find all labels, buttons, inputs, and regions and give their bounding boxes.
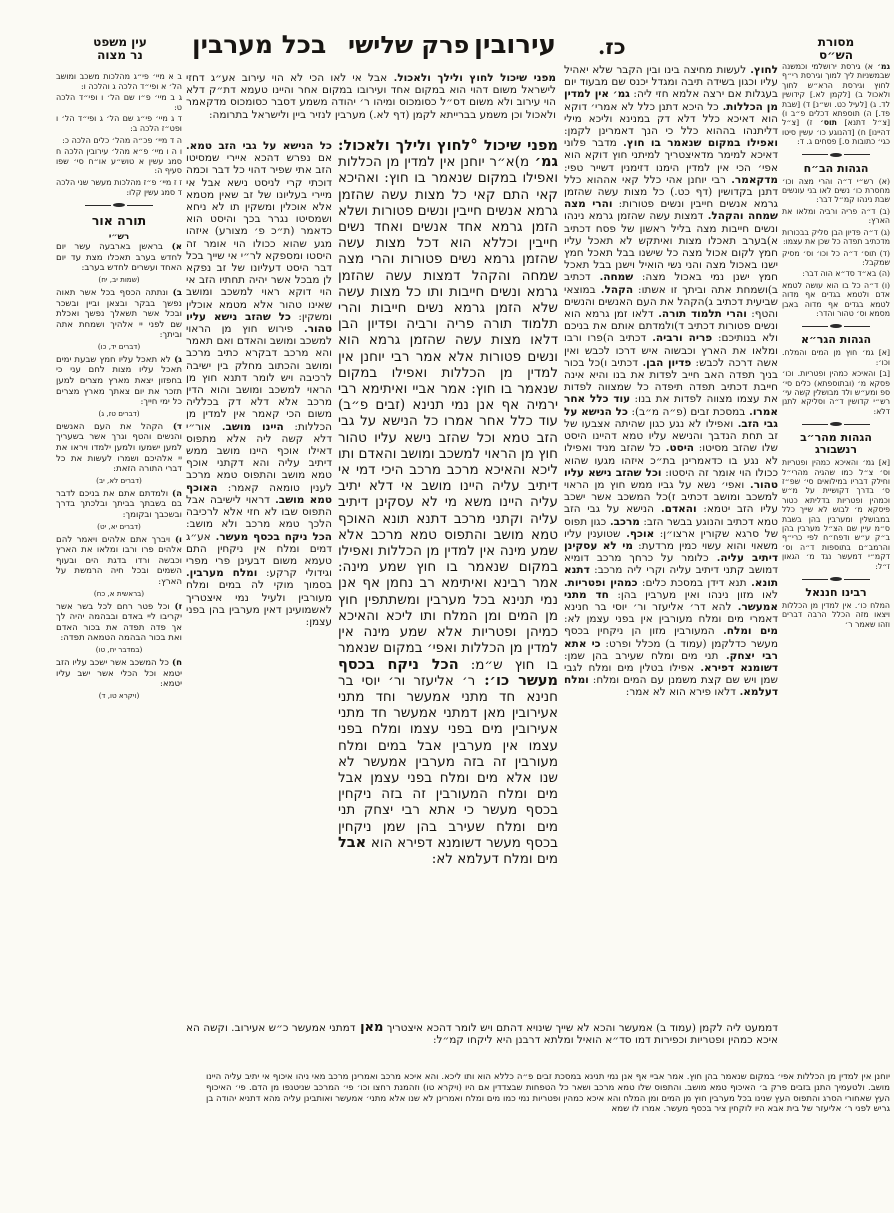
- mesorat-hashas-title-line2: הש״ס: [818, 48, 854, 62]
- rabbeinu-chananel-title: רבינו חננאל: [805, 586, 867, 600]
- margin-entry: (ו) ד״ה כל בו הוא עושה לטמא אדם ולטמא בגדים אף מדוה לטמא בגדים אף מדוה באבן מסמא וס׳ טהור והדר:: [782, 280, 890, 318]
- hagahot-gra-entries: [782, 348, 890, 416]
- layout-spacer: [56, 1072, 206, 1116]
- section-divider-ornament: [56, 203, 182, 207]
- bold-opening-word: כל הנישא על גבי הזב.: [564, 405, 778, 430]
- margin-entry: ד ג מיי׳ פי״ג שם הל׳ ג ופי״ד הל׳ ו ופט״ז הלכה ב:: [56, 114, 182, 133]
- torah-or-verses: [56, 242, 182, 700]
- ein-mishpat-title-line2: נר מצוה: [97, 48, 143, 62]
- verse-citation: (ויקרא טו, ד): [98, 690, 140, 700]
- mesorat-hashas-section: גמ׳ א) גירסת ירושלמי וכמשנה שבמשניות ליך למוך וגירסת רי״ף לחוץ וגירסת הרא״ש לחוך ולאכול ב) [לקמן לא.] קידושין לד. ג) [לעיל כט. וש״נ] ד) [שבת פד.] ה) תוספתא דכלים פ״ב ו) [צ״ל דתנא] תוס׳ ז) [צ״ל דהיינו] ח) [דהנוגע כו׳ עשין סיטו כגי׳ כתובות ס.] פסחים ג. ד:: [782, 62, 890, 147]
- tosafot-top-block: מפני שיכול לחוץ ולילך ולאכול. אבל אי לאו הכי לא הוי עירוב אע״ג דחזי לישראל משום דהוי הוא במקום אחד ועירובו במקום אחר והיינו טעמא דת״ק דלא הוי עירוב ולא משום דס״ל כסומכוס ומיהו ר׳ יהודה משמע דסבר כסומכוס מדקאמר ולאכול וכן משמע בברייתא לקמן (דף לא.) מערבין לנזיר ביין ולישראל בתרומה:: [186, 72, 556, 121]
- hagahot-bach-entries: [782, 177, 890, 319]
- bold-opening-word: והאדם.: [653, 503, 697, 516]
- bold-opening-word: פריה ורביה.: [646, 332, 713, 345]
- verse-citation: (בראשית א, כח): [93, 588, 145, 598]
- bold-opening-word: מפני שיכול °לחוץ ולילך ולאכול: גמ׳: [338, 138, 558, 171]
- bold-opening-word: כל שהזב נישא עליו טהור.: [186, 310, 332, 336]
- bold-opening-word: פדיון הבן.: [637, 356, 692, 369]
- bold-opening-word: מאן: [355, 1022, 384, 1035]
- bold-opening-word: אוכף.: [620, 527, 655, 540]
- mesorat-hashas-title-line1: מסורת: [817, 35, 855, 49]
- hagahot-gra-title: הגהות הגר״א: [800, 333, 872, 347]
- verse-citation: (דברים יא, יט): [97, 521, 141, 531]
- daf-number: כז.: [598, 34, 626, 59]
- hagahot-ransburg-entries: [782, 458, 890, 571]
- margin-entry: ג ב מיי׳ פ״ו שם הל׳ ו ופי״ד הלכה ט:: [56, 93, 182, 112]
- verse-citation: (במדבר יח, טו): [95, 644, 143, 654]
- margin-entry: ז ז מיי׳ פ״ז מהלכות מעשר שני הלכה ד סמג עשין קלו:: [56, 177, 182, 197]
- ein-mishpat-title-line1: עין משפט: [93, 35, 147, 49]
- verse-citation: (שמות יב, יח): [98, 274, 140, 284]
- bold-opening-word: מפני שיכול לחוץ ולילך ולאכול.: [387, 72, 556, 84]
- rabbeinu-chananel-bottom: [56, 1072, 890, 1168]
- section-divider-ornament: [782, 577, 890, 581]
- bold-opening-word: שמחה.: [590, 271, 634, 284]
- bold-opening-word: והרי מצה שמחה והקהל.: [564, 198, 778, 223]
- section-divider-ornament: [782, 153, 890, 157]
- section-divider-ornament: [782, 422, 890, 426]
- torah-or-rashi-mark: רש״י: [108, 232, 130, 243]
- bold-opening-word: ומלח דעלמא.: [564, 674, 778, 699]
- bold-opening-word: מי לא עסקינן דיתיב עליה.: [564, 539, 778, 565]
- torah-or-entry: ה) ולמדתם אתם את בניכם לדבר בם בשבתך בביתך ובלכתך בדרך ובשכבך ובקומך:: [56, 488, 182, 520]
- main-text-area: [186, 64, 778, 1068]
- right-margin-column: [782, 62, 890, 1162]
- bold-opening-word: כל הנישא על גבי הזב טמא.: [186, 140, 332, 152]
- bold-opening-word: תוס׳: [812, 118, 837, 128]
- bold-opening-word: היינו מושב.: [210, 420, 284, 433]
- torah-or-title: תורה אור: [91, 213, 147, 229]
- tosafot-column: כל הנישא על גבי הזב טמא. אם נפרש דהכא איירי שמסיטו הזב אתי שפיר דהוי כל דבר וכמה דוכתי קרי לניסט נישא אבל אי מיירי בעליונו של זב שאין מטמא אלא אוכלין ומשקין תו לא ניחא ושמסיטו נגרר בכך והיסט הוא כדאמר (ת״כ פ׳ מצורע) איזהו מגע שהוא ככולו הוי אומר זה היסטו ומספקא לר״י אי שייך בכל דבר היסט דעליונו של זב נפקא לן מבכל אשר יהיה תחתיו הזב אי הוי דוקא ראוי למשכב ומושב שאינו טהור אלא מטמא אוכלין ומשקין: כל שהזב נישא עליו טהור. פירוש חוץ מן הראוי למשכב ומושב והאדם ואם תאמר והא מרכב דבקרא כתיב מרכב ומושב והכתוב מחלק בין ישיבה לרכיבה ויש לומר דתנא חוץ מן הראוי למשכב ומושב והוא הדין מרכב אלא דלא דק בכלליה משום הכי קאמר אין למדין מן הכללות: היינו מושב. אור״י דלא קשה ליה אלא מתפוס דאילו אוכף היינו מושב ממש דיתיב עליה והא דקתני אוכף טמא מושב והתפוס טמא מרכב לענין טומאה קאמר: האוכף טמא מושב. דראוי לישיבה אבל התפוס שבו לא חזי אלא לרכיבה הלכך טמא מרכב ולא מושב: הכל ניקח בכסף מעשר. אע״ג דמים ומלח אין ניקחין התם טעמא משום דבעינן פרי מפרי וגידולי קרקע: ומלח מערבין. בסמוך מוקי לה במים ומלח מעורבין ולעיל נמי איצטריך לאשמועינן דאין מערבין בהן בפני עצמן:: [186, 140, 332, 628]
- bold-opening-word: אבל: [338, 833, 367, 851]
- bold-opening-word: מדקאמר.: [725, 173, 778, 186]
- verse-citation: (דברים לא, יב): [96, 475, 142, 485]
- torah-or-entry: ח) כל המשכב אשר ישכב עליו הזב יטמא וכל הכלי אשר ישב עליו יטמא:: [56, 657, 182, 690]
- ein-mishpat-entries: [56, 72, 182, 197]
- bold-opening-word: כי אתא רבי יצחק.: [564, 637, 778, 662]
- rabbeinu-chananel-bottom-text: יוחנן אין למדין מן הכללות אפי׳ במקום שנאמר בהן חוץ. אמר אביי אף אנן נמי תנינא במסכת זבים פ״ה כללא הוא ותו ליכא. והא איכא מרכב ואמרינן מרכב מאי ניהו איכוף אי יתיב עליה היינו מושב. ולטעמיך התנן בזבים פרק ב׳ האיכוף טמא מושב. והתפוס שלו טמא מרכב ושאר כל הטפחות שבצדדין אם היו (ויקרא טו) וזהמנת רחצו וכו׳ פי׳ המרכב שניטנפו מן הדם. פי׳ האיכוף העץ שאחורי הסרג והתפוס העץ שנינו בכל מערבין חוץ מן המים ומן המלח והא איכא כמהין ופטריות נמי כמו מים ומלח ואמרינן לא שנו אלא מתני׳ אמעשר ואותבינן עליה מהא דתניא יהודה בן גריש לפני ר׳ אליעזר של בית אבא היו לוקחין ציר בכסף מעשר. אמרו לו שמא: [206, 1072, 890, 1115]
- bold-opening-word: הכל ניקח בכסף מעשר.: [210, 530, 332, 543]
- hagahot-bach-title: הגהות הב״ח: [803, 161, 869, 175]
- verse-citation: (דברים יד, כו): [97, 341, 141, 351]
- margin-entry: (ג) ד״ה פדיון הבן סליק בבכורות מדכתיב תפדה כל שכן את עצמו:: [782, 227, 890, 247]
- perek-name: פרק שלישי: [348, 30, 470, 59]
- hagahot-ransburg-title: הגהות מהר״ב רנשבורג: [800, 431, 872, 457]
- bold-opening-word: היסט.: [660, 442, 695, 455]
- margin-entry: (ה) בא״ד סד״א הוה דבר:: [802, 269, 890, 279]
- bold-opening-word: לחוץ.: [746, 64, 778, 76]
- margin-entry: ב א מיי׳ פי״ג מהלכות משכב ומושב הל׳ א ופי״ד הלכה ג והלכה ו:: [56, 72, 182, 91]
- bold-opening-word: דתנא תונא.: [564, 564, 778, 589]
- torah-or-entry: ד) הקהל את העם האנשים והנשים והטף וגרך אשר בשעריך למען ישמעו ולמען ילמדו ויראו את יי אלהיכם ושמרו לעשות את כל דברי התורה הזאת:: [56, 421, 182, 475]
- margin-entry: (ב) ד״ה פריה ורביה ומלאו את הארץ:: [782, 206, 890, 226]
- bold-opening-word: וכל שהזב נישא עליו טהור.: [564, 466, 778, 491]
- margin-entry: [א] גמ׳ חוץ מן המים והמלח. וכו׳:: [782, 348, 890, 367]
- bold-opening-word: האוכף טמא מושב.: [186, 481, 332, 506]
- gemara-column: מפני שיכול °לחוץ ולילך ולאכול: גמ׳ מ)א״ר יוחנן אין למדין מן הכללות ואפילו במקום שנאמר בו חוץ: ואהיכא קאי התם קאי כל מצות עשה שהזמן גרמא אנשים חייבין ונשים פטורות ושלא הזמן גרמא אחד אנשים ואחד נשים חייבין וכללא הוא דכל מצות עשה שהזמן גרמא נשים פטורות והרי מצה שמחה והקהל דמצות עשה שהזמן גרמא ונשים חייבות ותו כל מצות עשה שלא הזמן גרמא נשים חייבות והרי תלמוד תורה פריה ורביה ופדיון הבן דלאו מצות עשה שהזמן גרמא הוא ונשים פטורות אלא אמר רבי יוחנן אין למדין מן הכללות ואפילו במקום שנאמר בו חוץ: אמר אביי ואיתימא רבי ירמיה אף אנן נמי תנינא (זבים פ״ב) עוד כלל אחר אמרו כל הנישא על גבי הזב טמא וכל שהזב נישא עליו טהור חוץ מן הראוי למשכב ומושב והאדם ותו ליכא והאיכא מרכב מרכב היכי דמי אי דיתיב עליה היינו מושב אי דלא יתיב עליה היינו משא מי לא עסקינן דיתיב עליה וקתני מרכב דתנא תונא האוכף טמא מושב והתפוס טמא מרכב אלא שמע מינה אין למדין מן הכללות ואפילו במקום שנאמר בו חוץ שמע מינה: אמר רבינא ואיתימא רב נחמן אף אנן נמי תנינא בכל מערבין ומשתתפין חוץ מן המים ומן המלח ותו ליכא והאיכא כמיהן ופטריות אלא שמע מינה אין למדין מן הכללות ואפי׳ במקום שנאמר בו חוץ ש״מ: הכל ניקח בכסף מעשר כו׳: ר׳ אליעזר ור׳ יוסי בר חנינא חד מתני אמעשר וחד מתני אעירובין מאן דמתני אמעשר חד מתני אעירובין מים בפני עצמו ומלח בפני עצמו אין מערבין אבל במים ומלח מעורבין זה בזה מערבין אמעשר לא שנו אלא מים ומלח בפני עצמן אבל מים ומלח המעורבין זה בזה ניקחין בכסף מעשר כי אתא רבי יצחק תני מים ומלח שעירב בהן שמן ניקחין בכסף מעשר דשומנא דפירא הוא אבל מים ומלח דעלמא לא:: [338, 138, 558, 867]
- torah-or-entry: ג) לא תאכל עליו חמץ שבעת ימים תאכל עליו מצות לחם עני כי בחפזון יצאת מארץ מצרים למען תזכר את יום צאתך מארץ מצרים כל ימי חייך:: [56, 354, 182, 408]
- bold-opening-word: הקהל.: [595, 283, 634, 296]
- torah-or-entry: ב) ונתתה הכסף בכל אשר תאוה נפשך בבקר ובצאן וביין ובשכר ובכל אשר תשאלך נפשך ואכלת שם לפני יי אלהיך ושמחת אתה וביתך:: [56, 287, 182, 341]
- margin-entry: (ד) תוס׳ ד״ה כל וכו׳ וס׳ מסיק שמקבל:: [782, 248, 890, 267]
- margin-entry: [ב] והאיכא כמהין ופטריות. וכו׳ פסקא מ׳ (ובתוספתא) כלים סי׳ ספ ומע״ש ולד מבושלין קשה עי׳ רש״י קדושין ד״ה וסליקא לתנן דלא:: [782, 369, 890, 416]
- margin-entry: ה ד מיי׳ פכ״ה מהל׳ כלים הלכה כ:: [62, 135, 182, 145]
- bold-opening-word: מרכב.: [606, 515, 640, 528]
- chapter-name: בכל מערבין: [192, 30, 327, 59]
- margin-entry: [א] גמ׳ והאיכא כמהין ופטריות וס׳ צ״ל כמו שהגיה מהרי״ל וחילק דבריו במילואים סי׳ שפ״ז ס׳ בדרך דקושיית על מ״ש וכמהין ופטריות בדליתא כטור פיסקא מ׳ לבוש לא שייך כלל במבושלין ומערבין בהן בשבת ס״מ עיין שם הצ״ל מערבין בהן ב״ק ע״ש ודפח״ח לפי כרי״ף והרמב״ם בתוספות ד״ה וס׳ דקמ״י דמעשר נגד מ׳ הגאון ז״ל:: [782, 458, 890, 571]
- bold-opening-word: חד מתני אמעשר.: [564, 588, 778, 613]
- bold-opening-word: מים ומלח.: [714, 625, 778, 638]
- bold-opening-word: דשומנא דפירא.: [694, 661, 778, 674]
- section-divider-ornament: [782, 324, 890, 328]
- bold-opening-word: הכל ניקח בכסף מעשר כו׳:: [338, 655, 558, 689]
- ein-mishpat-title: [56, 36, 184, 62]
- bold-opening-word: ואפילו במקום שנאמר בו חוץ.: [616, 137, 778, 150]
- margin-entry: (א) רש״י ד״ה והרי מצה וכו׳ מחסרת כו׳ נשים לאו בני עונשים שבת נינהו קמ״ל דבר:: [782, 176, 890, 205]
- torah-or-entry: א) בראשן בארבעה עשר יום לחדש בערב תאכלו מצת עד יום האחד ועשרים לחדש בערב:: [56, 242, 182, 274]
- bold-opening-word: גמ׳: [872, 62, 890, 71]
- tosafot-bottom-block: דממעט ליה לקמן (עמוד ב) אמעשר והכא לא שייך שינויא דהתם ויש לומר דהכא איצטריך מאן דמתני אמעשר כ״ש אעירוב. וקשה הא איכא כמהין ופטריות וכפירות דמו סד״א הואיל ומלתא דרבנן היא ליקחו קמ״ל:: [186, 1022, 778, 1047]
- masechet-name: עירובין: [474, 30, 556, 60]
- rabbeinu-chananel-side: המלח כו׳. אין למדין מן הכללות ויצאו מזה הכלל הרבה דברים וזהו שאמר ר׳: [782, 601, 890, 629]
- verse-citation: (דברים טז, ג): [98, 408, 140, 418]
- bold-opening-word: והרי תלמוד תורה.: [653, 308, 747, 321]
- bold-opening-word: גמ׳ אין למדין מן הכללות.: [564, 88, 778, 113]
- left-margin-column: [56, 72, 182, 1102]
- bold-opening-word: ומלח מערבין.: [186, 567, 258, 580]
- margin-entry: ו ה ו מיי׳ פ״א מהל׳ עירובין הלכה ח סמג עשין א טוש״ע או״ח סי׳ שפו סעיף ה:: [56, 147, 182, 176]
- mesorat-hashas-title: [782, 36, 890, 62]
- rashi-column: לחוץ. לעשות מחיצה בינו ובין הקבר שלא יאהיל עליו וכגון בשידה תיבה ומגדל יכנס שם מבעוד יום בעגלות אם ירצה אלמא חזי ליה: גמ׳ אין למדין מן הכללות. כל היכא דתנן כלל לא אמרי׳ דוקא הוא דאיכא כלל דלא דק במנינא וליכא מילי דליתנהו בההוא כלל כי הנך דאמרינן לקמן: ואפילו במקום שנאמר בו חוץ. מדבר פלוני דאיכא למימר מדאיצטריך למיתני חוץ דוקא הוא אפי׳ הכי אין למדין הימנו דזימנין דשייר טפי: מדקאמר. רבי יוחנן אהי כלל קאי אההוא כלל דתנן בקדושין (דף כט.) כל מצות עשה שהזמן גרמא אנשים חייבין ונשים פטורות: והרי מצה שמחה והקהל. דמצות עשה שהזמן גרמא נינהו ונשים חייבות מצה בליל ראשון של פסח דכתיב א)בערב תאכלו מצות ואיתקש לא תאכל עליו חמץ לקום אכול מצה כל שישנו בבל תאכל חמץ ישנו באכול מצה והני נשי הואיל וישנן בבל תאכל חמץ ישנן נמי באכול מצה: שמחה. דכתיב ב)ושמחת אתה וביתך זו אשתו: הקהל. במוצאי שביעית דכתיב ג)הקהל את העם האנשים והנשים והטף: והרי תלמוד תורה. דלאו זמן גרמא הוא ונשים פטורות דכתיב ד)ולמדתם אותם את בניכם ולא בנותיכם: פריה ורביה. דכתיב ה)פרו ורבו ומלאו את הארץ וכבשוה איש דרכו לכבש ואין אשה דרכה לכבש: פדיון הבן. דכתיב ו)כל בכור בניך תפדה האב חייב לפדות את בנו והיא אינה חייבת דכתיב תפדה תיפדה כל שמצווה לפדות את עצמו מצווה לפדות את בנו: עוד כלל אחר אמרו. במסכת זבים (פ״ה מ״ב): כל הנישא על גבי הזב. ואפילו לא נגע כגון שהיתה אצבעו של זב תחת הנדבך והנישא עליו טמא דהיינו היסט שלו שהזב מסיטו: היסט. כל שהזב מניד ואפילו לא נגע בו כדאמרינן בת״כ איזהו מגעו שהוא ככולו הוי אומר זה היסטו: וכל שהזב נישא עליו טהור. ואפי׳ נשא על גביו ממש חוץ מן הראוי למשכב ומושב דכתיב ז)כל המשכב אשר ישכב עליו הזב יטמא: והאדם. הנישא על גבי הזב טמא דכתיב והנוגע בבשר הזב: מרכב. כגון תפוס של סרגא שקורין ארצו״ן: אוכף. שטוענין עליו משאוי והוא עשוי כמין מרדעת: מי לא עסקינן דיתיב עליה. כלומר על כרחך מרכב דומיא דמושב קתני דיתיב עליה וקרי ליה מרכב: דתנא תונא. תנא דידן במסכת כלים: כמהין ופטריות. לאו מזון נינהו ואין מערבין בהן: חד מתני אמעשר. להא דר׳ אליעזר ור׳ יוסי בר חנינא דאמרי מים ומלח מעורבין אין בפני עצמן לא: מים ומלח. המעורבין מזון הן ניקחין בכסף מעשר כדלקמן (עמוד ב) מכלל ופרט: כי אתא רבי יצחק. תני מים ומלח שעירב בהן שמן: דשומנא דפירא. אפילו בטלין מים ומלח לגבי שמן ויש שם קצת משמנן עם המים ומלח: ומלח דעלמא. דלאו פירא הוא לא אמר:: [564, 64, 778, 699]
- bold-opening-word: עוד כלל אחר אמרו.: [564, 393, 778, 418]
- torah-or-entry: ז) וכל פטר רחם לכל בשר אשר יקריבו ליי באדם ובבהמה יהיה לך אך פדה תפדה את בכור האדם ואת בכור הבהמה הטמאה תפדה:: [56, 601, 182, 644]
- bold-opening-word: כמהין ופטריות.: [564, 576, 638, 589]
- torah-or-entry: ו) ויברך אתם אלהים ויאמר להם אלהים פרו ורבו ומלאו את הארץ וכבשה ורדו בדגת הים ובעוף השמים ובכל חיה הרמשת על הארץ:: [56, 534, 182, 587]
